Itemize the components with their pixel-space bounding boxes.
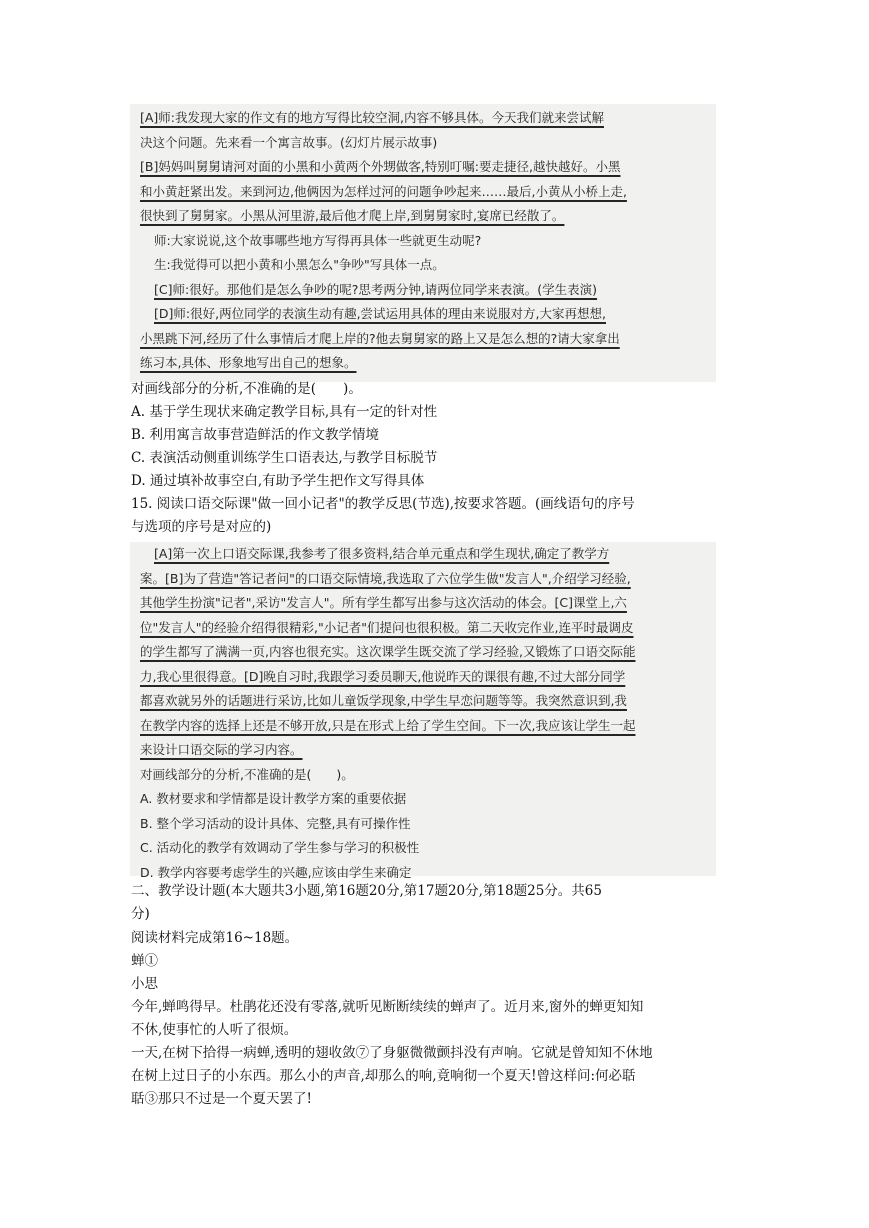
scan1-line-4: 和小黄赶紧出发。来到河边,他俩因为怎样过河的问题争吵起来……最后,小黄从小桥上走, bbox=[140, 183, 627, 199]
scan2-line-4: 位"发言人"的经验介绍得很精彩,"小记者"们提问也很积极。第二天收完作业,连平时最调皮 bbox=[140, 619, 634, 635]
scan1-line-6: 师:大家说说,这个故事哪些地方写得再具体一些就更生动呢? bbox=[154, 232, 482, 248]
scan2-line-6: 力,我心里很得意。[D]晚自习时,我跟学习委员聊天,他说昨天的课很有趣,不过大部分同学 bbox=[140, 668, 626, 684]
scan2-option-c: C. 活动化的教学有效调动了学生参与学习的积极性 bbox=[140, 840, 420, 855]
scan2-option-b: B. 整个学习活动的设计具体、完整,具有可操作性 bbox=[140, 815, 411, 831]
essay-author: 小思 bbox=[131, 976, 158, 992]
scan1-line-8: [C]师:很好。那他们是怎么争吵的呢?思考两分钟,请两位同学来表演。(学生表演) bbox=[154, 281, 598, 297]
scan1-line-5: 很快到了舅舅家。小黑从河里游,最后他才爬上岸,到舅舅家时,宴席已经散了。 bbox=[140, 208, 565, 223]
scan2-line-3: 其他学生扮演"记者",采访"发言人"。所有学生都写出参与这次活动的体会。[C]课堂上,六 bbox=[140, 595, 627, 610]
q15-line-2: 与选项的序号是对应的) bbox=[131, 519, 272, 535]
essay-p2-line-3: 聒③那只不过是一个夏天罢了! bbox=[131, 1091, 312, 1107]
essay-title: 蝉① bbox=[131, 953, 158, 969]
scan1-line-2: 决这个问题。先来看一个寓言故事。(幻灯片展示故事) bbox=[140, 134, 438, 150]
scan1-line-9: [D]师:很好,两位同学的表演生动有趣,尝试运用具体的理由来说服对方,大家再想想, bbox=[154, 306, 606, 321]
scan2-line-8: 在教学内容的选择上还是不够开放,只是在形式上给了学生空间。下一次,我应该让学生一起 bbox=[140, 717, 636, 733]
section2-heading-line-2: 分) bbox=[131, 906, 150, 922]
scan2-line-9: 来设计口语交际的学习内容。 bbox=[140, 742, 303, 757]
essay-p1-line-1: 今年,蝉鸣得早。杜鹃花还没有零落,就听见断断续续的蝉声了。近月来,窗外的蝉更知知 bbox=[131, 999, 644, 1015]
scan2-line-7: 都喜欢就另外的话题进行采访,比如儿童饭学现象,中学生早恋问题等等。我突然意识到,我 bbox=[140, 693, 627, 708]
q14-option-b: B. 利用寓言故事营造鲜活的作文教学情境 bbox=[131, 427, 380, 443]
essay-p2-line-2: 在树上过日子的小东西。那么小的声音,却那么的响,竟响彻一个夏天!曾这样问:何必聒 bbox=[131, 1068, 636, 1084]
scan2-option-d: D. 教学内容要考虑学生的兴趣,应该由学生来确定 bbox=[140, 864, 412, 880]
q14-stem: 对画线部分的分析,不准确的是( )。 bbox=[131, 381, 362, 397]
scan2-line-5: 的学生都写了满满一页,内容也很充实。这次课学生既交流了学习经验,又锻炼了口语交际能 bbox=[140, 644, 636, 659]
scan2-option-a: A. 教材要求和学情都是设计教学方案的重要依据 bbox=[140, 791, 407, 806]
scan1-line-11: 练习本,具体、形象地写出自己的想象。 bbox=[140, 355, 357, 370]
section2-heading-line-1: 二、教学设计题(本大题共3小题,第16题20分,第17题20分,第18题25分。共65 bbox=[131, 883, 602, 899]
scan1-line-1: [A]师:我发现大家的作文有的地方写得比较空洞,内容不够具体。今天我们就来尝试解 bbox=[140, 110, 604, 125]
scan1-line-7: 生:我觉得可以把小黄和小黑怎么"争吵"写具体一点。 bbox=[154, 257, 445, 272]
q15-line-1: 15. 阅读口语交际课"做一回小记者"的教学反思(节选),按要求答题。(画线语句的序号 bbox=[131, 496, 635, 512]
scan1-line-3: [B]妈妈叫舅舅请河对面的小黑和小黄两个外甥做客,特别叮嘱:要走捷径,越快越好。小黑 bbox=[140, 159, 621, 174]
section2-intro: 阅读材料完成第16~18题。 bbox=[131, 930, 299, 946]
scan2-line-2: 案。[B]为了营造"答记者问"的口语交际情境,我选取了六位学生做"发言人",介绍学习经验, bbox=[140, 570, 631, 586]
scan1-line-10: 小黑跳下河,经历了什么事情后才爬上岸的?他去舅舅家的路上又是怎么想的?请大家拿出 bbox=[140, 330, 620, 346]
scan2-line-1: [A]第一次上口语交际课,我参考了很多资料,结合单元重点和学生现状,确定了教学方 bbox=[154, 546, 610, 561]
q14-option-c: C. 表演活动侧重训练学生口语表达,与教学目标脱节 bbox=[131, 450, 438, 466]
essay-p2-line-1: 一天,在树下拾得一病蝉,透明的翅收敛⑦了身躯微微颤抖没有声响。它就是曾知知不休地 bbox=[131, 1045, 653, 1061]
scanned-excerpt-1 bbox=[130, 104, 716, 382]
essay-p1-line-2: 不休,使事忙的人听了很烦。 bbox=[131, 1022, 298, 1038]
scan2-stem: 对画线部分的分析,不准确的是( )。 bbox=[140, 766, 354, 782]
q14-option-a: A. 基于学生现状来确定教学目标,具有一定的针对性 bbox=[131, 404, 438, 420]
q14-option-d: D. 通过填补故事空白,有助予学生把作文写得具体 bbox=[131, 473, 425, 489]
scanned-excerpt-2 bbox=[130, 542, 716, 880]
